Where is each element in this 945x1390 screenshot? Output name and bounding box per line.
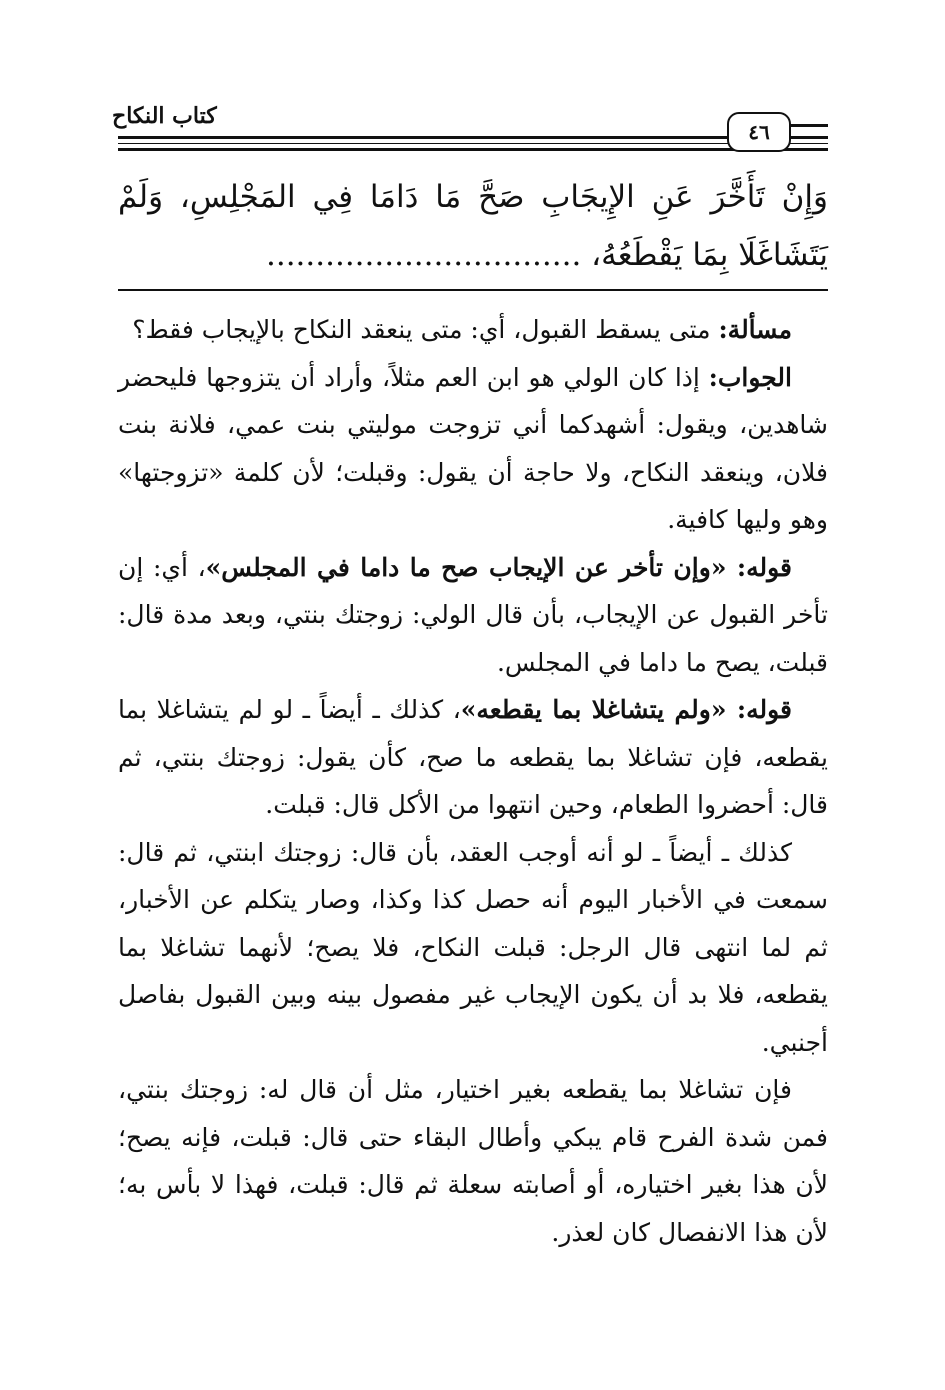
header-rule-top [118,136,828,139]
paragraph-qawl-1 [118,544,828,687]
matn-separator [118,289,828,291]
running-title: كتاب النكاح [112,103,217,129]
paragraph-text: ، كذلك ـ أيضاً ـ لو لم يتشاغلا بما يقطعه، فإن تشاغلا بما يقطعه ما صح، كأن يقول: زوجتك بنتي، ثم قال: أحضروا الطعام، وحين انتهوا من الأكل قال: قبلت. [118,695,828,819]
paragraph-question [118,306,828,354]
paragraph-qawl-2 [118,686,828,829]
paragraph-answer [118,354,828,544]
paragraph-exception: فإن تشاغلا بما يقطعه بغير اختيار، مثل أن قال له: زوجتك بنتي، فمن شدة الفرح قام يبكي وأطال البقاء حتى قال: قبلت، فإنه يصح؛ لأن هذا بغير اختياره، أو أصابته سعلة ثم قال: قبلت، فهذا لا بأس به؛ لأن هذا الانفصال كان لعذر. [118,1075,828,1247]
header-rule-stub [790,124,828,127]
page-number: ٤٦ [727,112,791,152]
matn-body: وَإِنْ تَأَخَّرَ عَنِ الإِيجَابِ صَحَّ مَا دَامَا فِي المَجْلِسِ، وَلَمْ يَتَشَاغَلَا بِمَا يَقْطَعُهُ، [118,179,828,273]
header-rule-middle [118,143,828,144]
lead-qawluhu: قوله: [736,552,792,582]
quoted-matn: «ولم يتشاغلا بما يقطعه» [460,695,737,724]
paragraph-text: متى يسقط القبول، أي: متى ينعقد النكاح بالإيجاب فقط؟ [132,315,719,344]
paragraph-text: ، أي: إن تأخر القبول عن الإيجاب، بأن قال الولي: زوجتك بنتي، وبعد مدة قال: قبلت، يصح ما داما في المجلس. [118,552,828,677]
lead-qawluhu: قوله: [736,695,792,724]
header-rule-bottom [118,148,828,151]
paragraph-example: كذلك ـ أيضاً ـ لو أنه أوجب العقد، بأن قال: زوجتك ابنتي، ثم قال: سمعت في الأخبار اليوم أنه حصل كذا وكذا، وصار يتكلم عن الأخبار، ثم لما انتهى قال الرجل: قبلت النكاح، فلا يصح؛ لأنهما تشاغلا بما يقطعه، فلا بد أن يكون الإيجاب غير مفصول بينه وبين القبول بفاصل أجنبي. [118,837,828,1057]
quoted-matn: «وإن تأخر عن الإيجاب صح ما داما في المجلس» [205,552,737,582]
commentary [118,306,828,1256]
lead-masala: مسألة: [718,315,792,344]
paragraph-text: إذا كان الولي هو ابن العم مثلاً، وأراد أن يتزوجها فليحضر شاهدين، ويقول: أشهدكما أني تزوجت موليتي بنت عمي، فلانة بنت فلان، وينعقد النكاح، ولا حاجة أن يقول: وقبلت؛ لأن كلمة «تزوجتها» وهو وليها كافية. [118,362,828,534]
matn-text [118,168,828,284]
matn-dots: ................................ [265,237,582,273]
lead-jawab: الجواب: [708,362,792,392]
